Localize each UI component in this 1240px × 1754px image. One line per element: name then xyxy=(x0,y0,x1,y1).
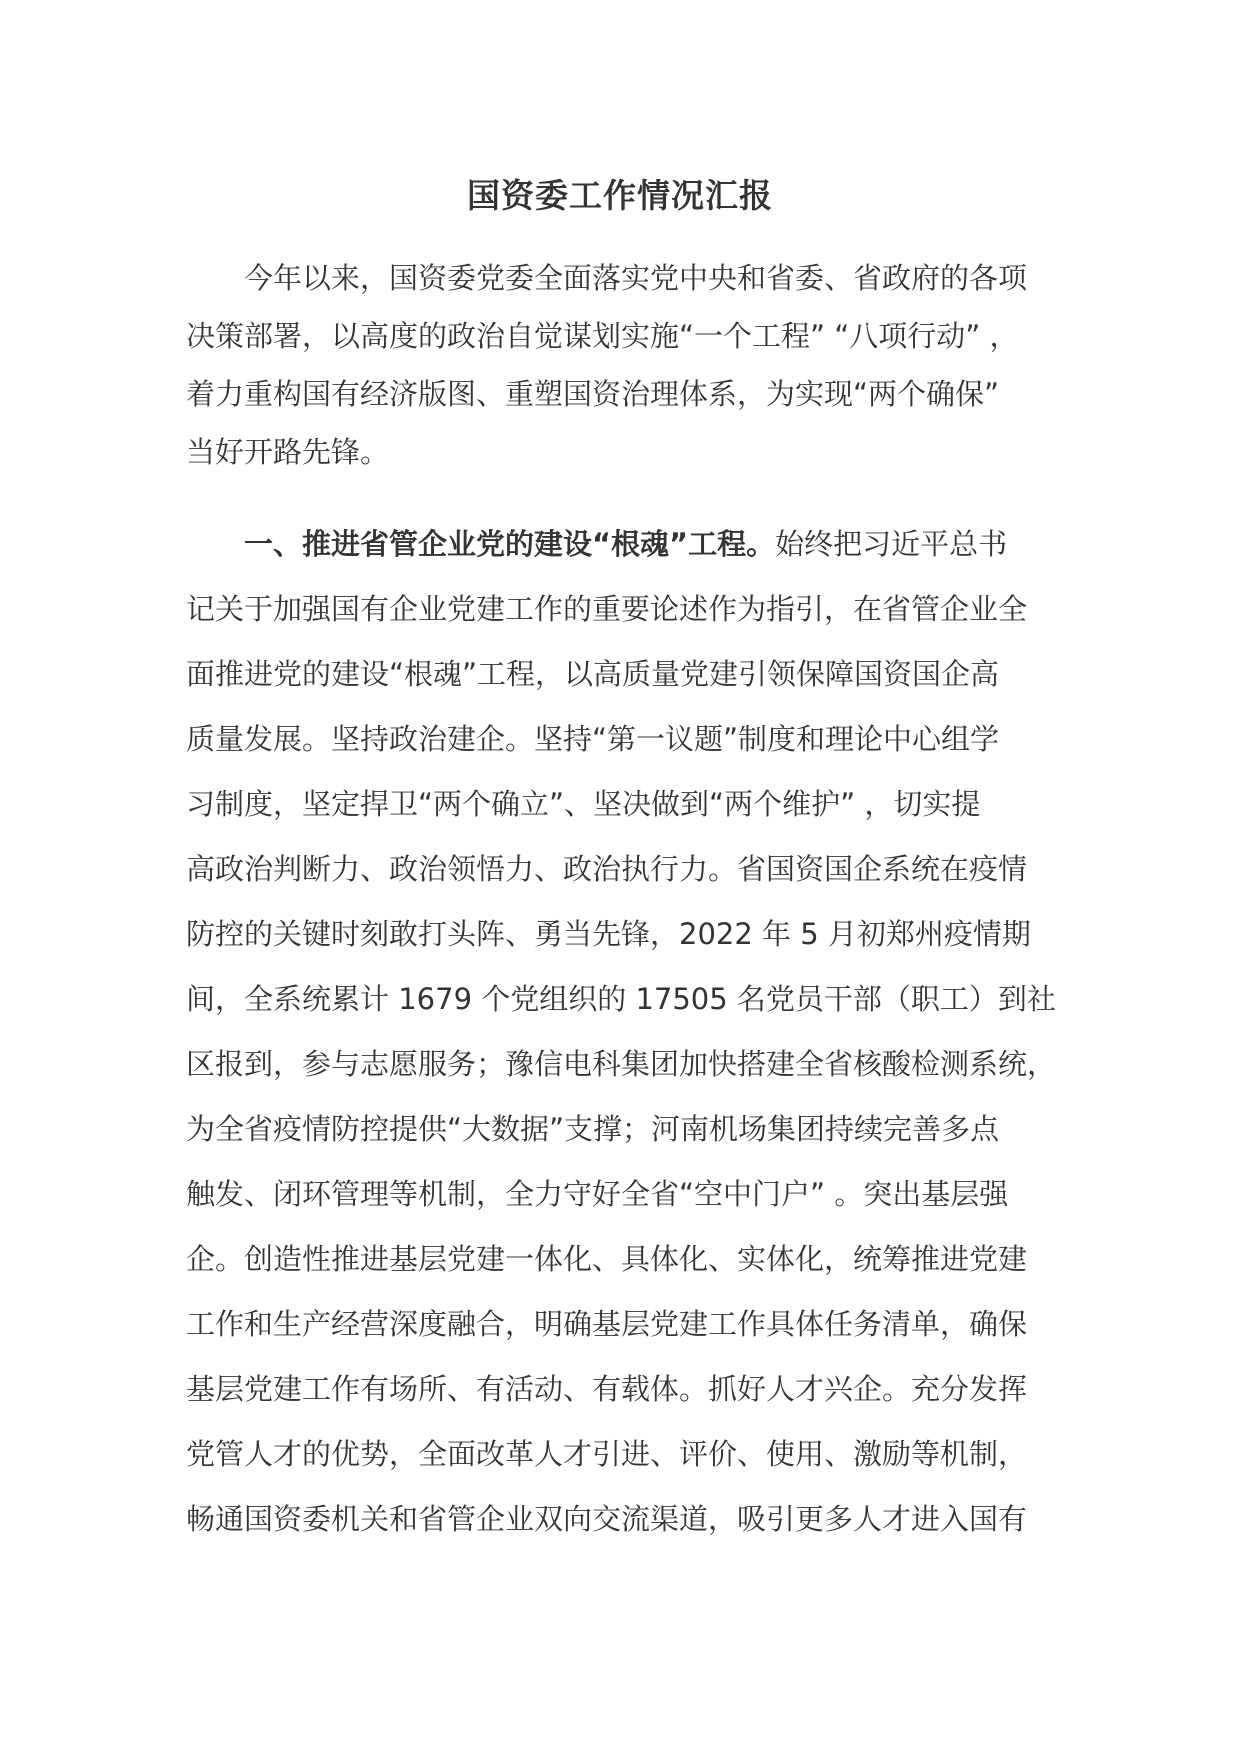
intro-line-text: 今年以来，国资委党委全面落实党中央和省委、省政府的各项 xyxy=(244,261,1028,295)
section-1-first-line xyxy=(186,524,1007,564)
intro-paragraph-line: 着力重构国有经济版图、重塑国资治理体系，为实现“两个确保” xyxy=(186,377,1000,411)
section-1-heading: 一、推进省管企业党的建设“根魂”工程。 xyxy=(244,527,776,561)
section-1-line: 习制度，坚定捍卫“两个确立”、坚决做到“两个维护” ，切实提 xyxy=(186,787,981,821)
section-1-line: 企。创造性推进基层党建一体化、具体化、实体化，统筹推进党建 xyxy=(186,1242,1028,1276)
intro-paragraph-line: 当好开路先锋。 xyxy=(186,435,390,469)
section-1-line: 触发、闭环管理等机制，全力守好全省“空中门户” 。突出基层强 xyxy=(186,1177,1009,1211)
section-1-line: 区报到，参与志愿服务；豫信电科集团加快搭建全省核酸检测系统， xyxy=(186,1047,1057,1081)
intro-paragraph-line xyxy=(186,258,1027,298)
section-1-line: 记关于加强国有企业党建工作的重要论述作为指引，在省管企业全 xyxy=(186,592,1028,626)
section-1-line: 防控的关键时刻敢打头阵、勇当先锋，2022 年 5 月初郑州疫情期 xyxy=(186,917,1031,951)
section-1-line: 基层党建工作有场所、有活动、有载体。抓好人才兴企。充分发挥 xyxy=(186,1372,1028,1406)
section-1-line: 质量发展。坚持政治建企。坚持“第一议题”制度和理论中心组学 xyxy=(186,722,1000,756)
intro-paragraph-line: 决策部署，以高度的政治自觉谋划实施“一个工程” “八项行动” ， xyxy=(186,319,1019,353)
section-1-line-text: 始终把习近平总书 xyxy=(775,527,1008,561)
section-1-line: 面推进党的建设“根魂”工程，以高质量党建引领保障国资国企高 xyxy=(186,657,1000,691)
document-title: 国资委工作情况汇报 xyxy=(467,176,773,215)
section-1-line: 党管人才的优势，全面改革人才引进、评价、使用、激励等机制， xyxy=(186,1437,1028,1471)
section-1-line: 高政治判断力、政治领悟力、政治执行力。省国资国企系统在疫情 xyxy=(186,852,1028,886)
section-1-line: 间，全系统累计 1679 个党组织的 17505 名党员干部（职工）到社 xyxy=(186,982,1056,1016)
section-1-line: 工作和生产经营深度融合，明确基层党建工作具体任务清单，确保 xyxy=(186,1307,1028,1341)
section-1-line: 畅通国资委机关和省管企业双向交流渠道，吸引更多人才进入国有 xyxy=(186,1502,1028,1536)
section-1-line: 为全省疫情防控提供“大数据”支撑；河南机场集团持续完善多点 xyxy=(186,1112,1000,1146)
